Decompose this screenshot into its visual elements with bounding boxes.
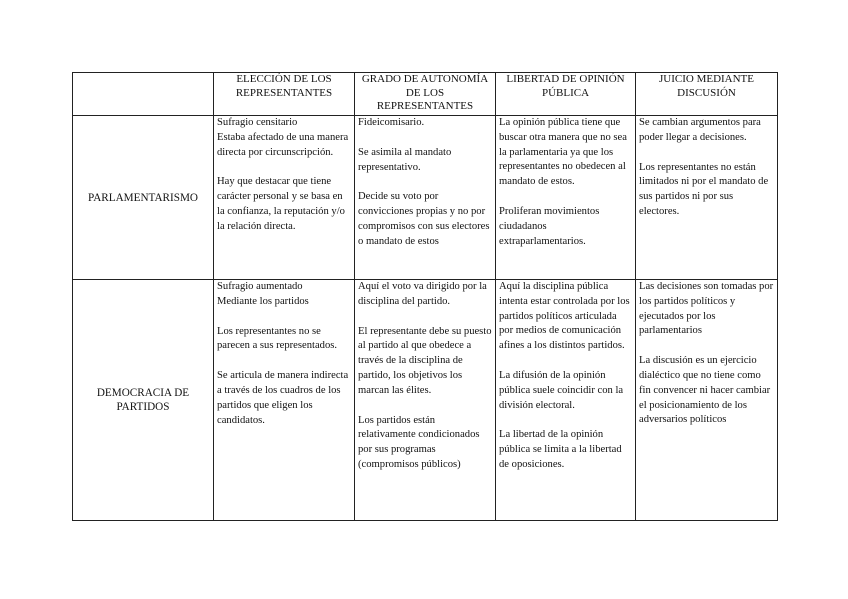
- header-autonomia: GRADO DE AUTONOMÍA DE LOS REPRESENTANTES: [355, 73, 496, 116]
- row-label: DEMOCRACIA DE PARTIDOS: [73, 280, 214, 521]
- table-row-parlamentarismo: [73, 116, 778, 280]
- header-blank: [73, 73, 214, 116]
- cell-autonomia: [355, 116, 496, 280]
- cell-paragraph: Las decisiones son tomadas por los partidos políticos y ejecutados por los parlamentarios: [639, 281, 774, 337]
- cell-paragraph: Fideicomisario.: [358, 117, 425, 128]
- cell-paragraph: La discusión es un ejercicio dialéctico que no tiene como fin convencer ni hacer cambiar el posicionamiento de los adversarios políticos: [639, 355, 771, 426]
- cell-paragraph: La opinión pública tiene que buscar otra manera que no sea la parlamentaria ya que los representantes no obedecen al mandato de estos.: [499, 117, 627, 188]
- cell-paragraph: Los representantes no están limitados ni por el mandato de sus partidos ni por sus electores.: [639, 161, 769, 217]
- cell-paragraph: La libertad de la opinión pública se limita a la libertad de oposiciones.: [499, 429, 622, 470]
- row-label: PARLAMENTARISMO: [73, 116, 214, 280]
- header-row: [73, 73, 778, 116]
- header-juicio: JUICIO MEDIANTE DISCUSIÓN: [636, 73, 778, 116]
- cell-paragraph: Se asimila al mandato representativo.: [358, 146, 452, 173]
- cell-paragraph: Sufragio censitario Estaba afectado de una manera directa por circunscripción.: [217, 117, 349, 158]
- comparison-table: [72, 72, 778, 521]
- table-row-democracia: [73, 280, 778, 521]
- cell-paragraph: Aquí el voto va dirigido por la disciplina del partido.: [358, 281, 487, 307]
- cell-paragraph: Se articula de manera indirecta a través de los cuadros de los partidos que eligen los candidatos.: [217, 370, 349, 426]
- cell-autonomia: [355, 280, 496, 521]
- cell-juicio: [636, 280, 778, 521]
- cell-paragraph: Los partidos están relativamente condicionados por sus programas (compromisos públicos): [358, 414, 480, 470]
- cell-paragraph: Los representantes no se parecen a sus representados.: [217, 325, 338, 352]
- cell-paragraph: Hay que destacar que tiene carácter personal y se basa en la confianza, la reputación y/o la relación directa.: [217, 176, 345, 232]
- header-eleccion: ELECCIÓN DE LOS REPRESENTANTES: [214, 73, 355, 116]
- cell-eleccion: [214, 116, 355, 280]
- cell-paragraph: La difusión de la opinión pública suele coincidir con la división electoral.: [499, 369, 624, 411]
- cell-libertad: [496, 280, 636, 521]
- cell-paragraph: Aquí la disciplina pública intenta estar controlada por los partidos políticos articulada por medios de comunicación afines a los distintos partidos.: [499, 281, 630, 352]
- cell-paragraph: Sufragio aumentado Mediante los partidos: [217, 281, 309, 307]
- cell-paragraph: El representante debe su puesto al partido al que obedece a través de la disciplina de partido, los objetivos los marcan las élites.: [358, 325, 492, 396]
- cell-paragraph: Proliferan movimientos ciudadanos extraparlamentarios.: [499, 205, 600, 247]
- cell-paragraph: Se cambian argumentos para poder llegar a decisiones.: [639, 117, 761, 143]
- cell-paragraph: Decide su voto por convicciones propias y no por compromisos con sus electores o mandato de estos: [358, 191, 490, 247]
- header-libertad: LIBERTAD DE OPINIÓN PÚBLICA: [496, 73, 636, 116]
- cell-eleccion: [214, 280, 355, 521]
- cell-libertad: [496, 116, 636, 280]
- cell-juicio: [636, 116, 778, 280]
